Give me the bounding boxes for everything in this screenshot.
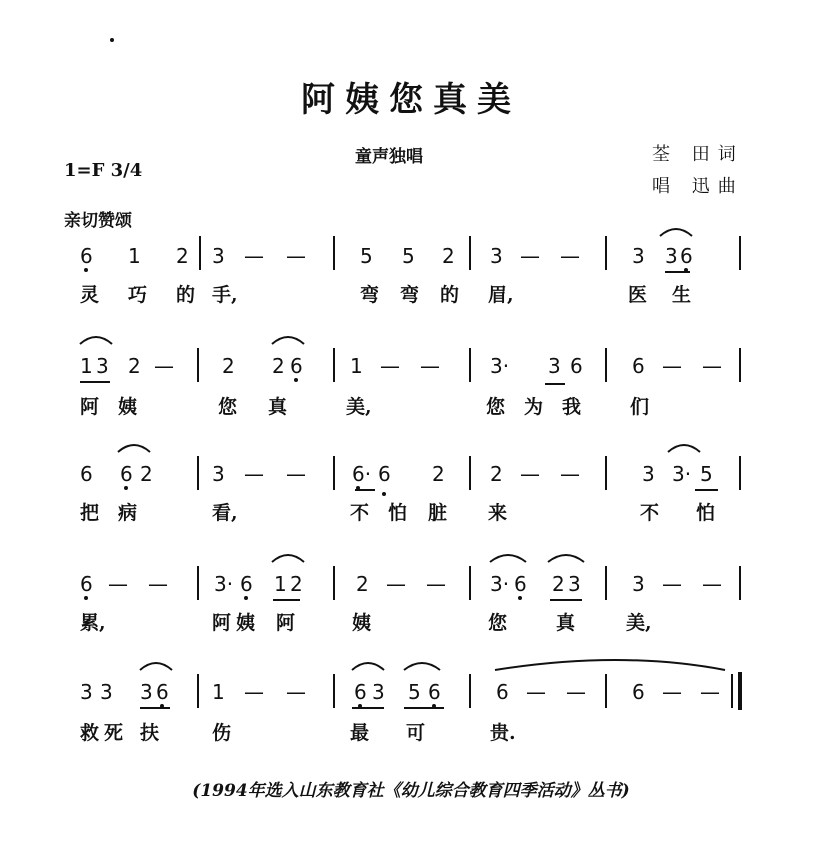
low-octave-dot — [84, 268, 88, 272]
note: 6 — [156, 680, 169, 704]
lyric: 脏 — [428, 502, 448, 524]
low-octave-dot — [160, 704, 164, 708]
low-octave-dot — [124, 486, 128, 490]
lyric: 生 — [672, 284, 692, 306]
low-octave-dot — [432, 704, 436, 708]
note: 5 — [408, 680, 421, 704]
dash: — — [380, 354, 400, 378]
dash: — — [426, 572, 446, 596]
note: 2 — [552, 572, 565, 596]
key-time-signature: 1=F 3/4 — [64, 160, 143, 181]
note: 3· — [672, 462, 692, 486]
low-octave-dot — [382, 492, 386, 496]
lyric: 不 — [350, 502, 370, 524]
note: 1 — [350, 354, 363, 378]
note: 3· — [490, 354, 510, 378]
note: 3 — [140, 680, 153, 704]
lyric: 怕 — [696, 502, 716, 524]
dash: — — [154, 354, 174, 378]
note: 6 — [680, 244, 693, 268]
note: 3 — [665, 244, 678, 268]
lyric: 来 — [488, 502, 508, 524]
dash: — — [386, 572, 406, 596]
lyric: 扶 — [140, 722, 160, 744]
lyric: 们 — [630, 396, 650, 418]
dash: — — [286, 244, 306, 268]
note: 3· — [214, 572, 234, 596]
note: 3 — [212, 462, 225, 486]
dash: — — [700, 680, 720, 704]
note: 1 — [212, 680, 225, 704]
low-octave-dot — [84, 596, 88, 600]
note: 6 — [378, 462, 391, 486]
note: 2 — [432, 462, 445, 486]
lyric: 的 — [176, 284, 196, 306]
dash: — — [702, 354, 722, 378]
note: 3 — [642, 462, 655, 486]
lyric: 伤 — [212, 722, 232, 744]
note: 1 — [274, 572, 287, 596]
lyric: 真 — [268, 396, 288, 418]
note: 2 — [442, 244, 455, 268]
lyric: 医 — [628, 284, 648, 306]
note: 2 — [272, 354, 285, 378]
note: 3 — [372, 680, 385, 704]
note: 3 — [96, 354, 109, 378]
dash: — — [244, 462, 264, 486]
lyric: 姨 — [118, 396, 138, 418]
dash: — — [148, 572, 168, 596]
note: 3 — [568, 572, 581, 596]
note: 6 — [354, 680, 367, 704]
note: 3 — [548, 354, 561, 378]
composer-credit: 唱 迅曲 — [652, 176, 744, 197]
lyric: 阿 — [276, 612, 296, 634]
lyric: 您 — [486, 396, 506, 418]
dash: — — [520, 462, 540, 486]
dash: — — [526, 680, 546, 704]
note: 2 — [176, 244, 189, 268]
note: 6 — [120, 462, 133, 486]
note: 6 — [632, 680, 645, 704]
dash: — — [420, 354, 440, 378]
low-octave-dot — [294, 378, 298, 382]
dash: — — [286, 680, 306, 704]
note: 5 — [360, 244, 373, 268]
lyric: 累, — [80, 612, 106, 634]
lyric: 可 — [406, 722, 426, 744]
note: 2 — [140, 462, 153, 486]
dash: — — [108, 572, 128, 596]
note: 6 — [240, 572, 253, 596]
lyric: 姨 — [236, 612, 256, 634]
note: 5 — [700, 462, 713, 486]
lyric: 不 — [640, 502, 660, 524]
note: 6 — [80, 244, 93, 268]
lyric: 怕 — [388, 502, 408, 524]
note: 6 — [632, 354, 645, 378]
note: 6 — [496, 680, 509, 704]
lyric: 阿 — [212, 612, 232, 634]
lyric: 死 — [104, 722, 124, 744]
note: 3 — [632, 244, 645, 268]
note: 3 — [490, 244, 503, 268]
note: 6 — [80, 462, 93, 486]
expression-marking: 亲切赞颂 — [64, 211, 132, 231]
dash: — — [560, 462, 580, 486]
dash: — — [662, 680, 682, 704]
low-octave-dot — [244, 596, 248, 600]
dash: — — [560, 244, 580, 268]
note: 2 — [222, 354, 235, 378]
note: 2 — [490, 462, 503, 486]
lyric: 救 — [80, 722, 100, 744]
note: 5 — [402, 244, 415, 268]
lyric: 弯 — [360, 284, 380, 306]
note: 2 — [356, 572, 369, 596]
lyric: 的 — [440, 284, 460, 306]
dash: — — [662, 354, 682, 378]
lyric: 阿 — [80, 396, 100, 418]
dash: — — [244, 244, 264, 268]
note: 3 — [80, 680, 93, 704]
dash: — — [520, 244, 540, 268]
lyric: 灵 — [80, 284, 100, 306]
performance-type: 童声独唱 — [355, 147, 423, 167]
low-octave-dot — [356, 486, 360, 490]
low-octave-dot — [358, 704, 362, 708]
lyric: 美, — [626, 612, 652, 634]
lyric: 贵. — [490, 722, 516, 744]
lyric: 把 — [80, 502, 100, 524]
lyric: 您 — [488, 612, 508, 634]
lyric: 真 — [556, 612, 576, 634]
source-note: (1994年选入山东教育社《幼儿综合教育四季活动》丛书) — [192, 781, 630, 801]
note: 1 — [128, 244, 141, 268]
dash: — — [702, 572, 722, 596]
note: 3 — [100, 680, 113, 704]
note: 6 — [570, 354, 583, 378]
note: 1 — [80, 354, 93, 378]
lyric: 最 — [350, 722, 370, 744]
song-title: 阿姨您真美 — [301, 80, 521, 120]
lyric: 我 — [562, 396, 582, 418]
lyric: 巧 — [128, 284, 148, 306]
low-octave-dot — [518, 596, 522, 600]
lyric: 弯 — [400, 284, 420, 306]
lyric: 为 — [524, 396, 544, 418]
dash: — — [662, 572, 682, 596]
note: 2 — [290, 572, 303, 596]
dash: — — [286, 462, 306, 486]
lyric: 您 — [218, 396, 238, 418]
note: 6· — [352, 462, 372, 486]
note: 3 — [212, 244, 225, 268]
dash: — — [244, 680, 264, 704]
dash: — — [566, 680, 586, 704]
note: 6 — [80, 572, 93, 596]
note: 3 — [632, 572, 645, 596]
lyric: 姨 — [352, 612, 372, 634]
low-octave-dot — [684, 268, 688, 272]
note: 6 — [290, 354, 303, 378]
lyric: 手, — [212, 284, 238, 306]
lyric: 眉, — [488, 284, 514, 306]
lyric: 美, — [346, 396, 372, 418]
lyric: 病 — [118, 502, 138, 524]
note: 6 — [514, 572, 527, 596]
lyricist-credit: 荃 田词 — [652, 144, 744, 165]
note: 2 — [128, 354, 141, 378]
note: 6 — [428, 680, 441, 704]
note: 3· — [490, 572, 510, 596]
lyric: 看, — [212, 502, 238, 524]
